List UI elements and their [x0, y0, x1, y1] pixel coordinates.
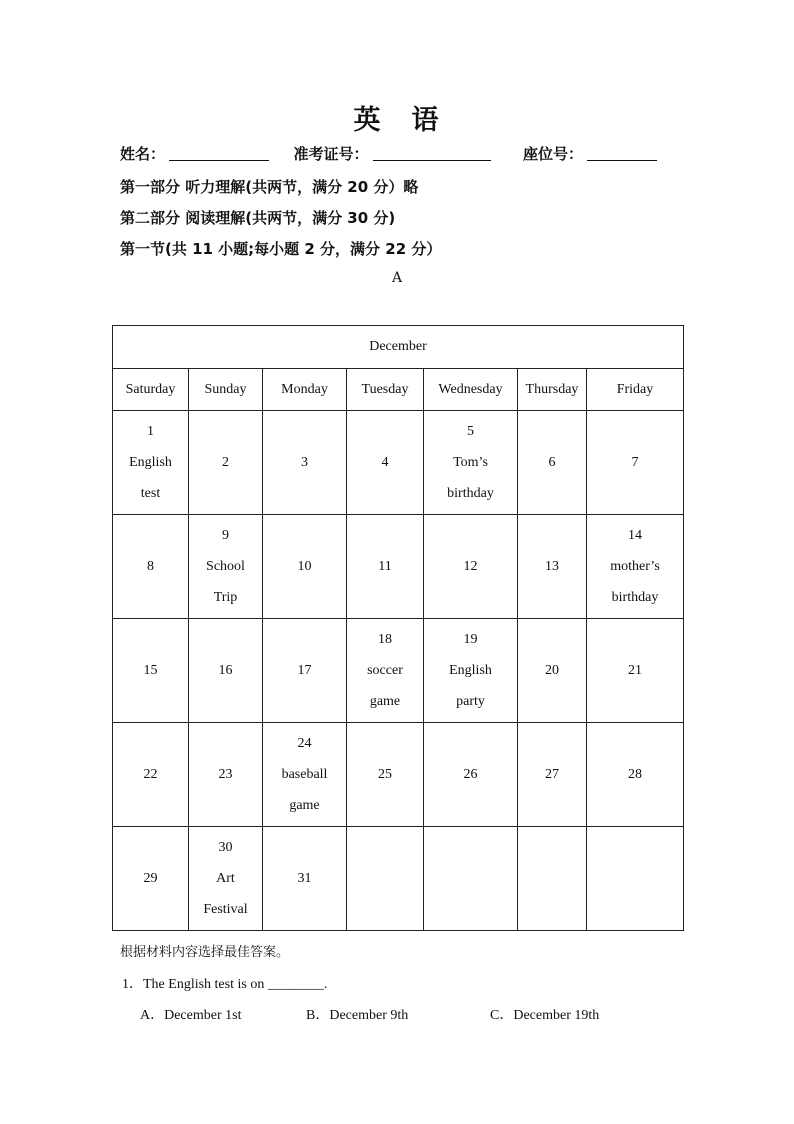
calendar-week-row	[113, 411, 684, 515]
calendar-day-cell	[518, 411, 587, 515]
calendar-event-text: Tom’s	[453, 455, 488, 470]
calendar-day-cell	[587, 619, 684, 723]
calendar-day-cell	[587, 827, 684, 931]
calendar-date: 8	[147, 559, 154, 574]
calendar-day-cell	[189, 827, 263, 931]
calendar-date: 1	[147, 424, 154, 439]
calendar-date: 11	[378, 559, 392, 574]
seat-field[interactable]	[587, 146, 657, 161]
seat-label: 座位号：	[522, 145, 583, 163]
calendar-date: 22	[143, 767, 158, 782]
calendar-day-cell	[347, 411, 424, 515]
name-label: 姓名：	[120, 145, 166, 163]
day-header: Friday	[587, 369, 684, 411]
day-header: Sunday	[189, 369, 263, 411]
calendar-week-row	[113, 619, 684, 723]
calendar-day-cell	[189, 411, 263, 515]
calendar-event-text: English	[449, 663, 492, 678]
calendar-event-text: School	[206, 559, 245, 574]
calendar-day-cell	[587, 723, 684, 827]
calendar-date: 23	[218, 767, 233, 782]
calendar-date: 27	[545, 767, 559, 782]
calendar-date: 5	[467, 424, 474, 439]
calendar-day-cell	[518, 723, 587, 827]
calendar-date: 28	[628, 767, 642, 782]
calendar-event-text: Art	[216, 871, 235, 886]
calendar-event-text: game	[289, 798, 320, 813]
calendar-date: 4	[381, 455, 389, 470]
day-header: Saturday	[113, 369, 189, 411]
calendar-date: 30	[218, 840, 233, 855]
calendar-date: 31	[297, 871, 312, 886]
page-title: 英 语	[353, 105, 441, 136]
calendar-event-text: birthday	[611, 590, 659, 605]
calendar-day-cell	[424, 411, 518, 515]
calendar-day-cell	[347, 723, 424, 827]
part2-heading: 第二部分 阅读理解(共两节，满分 30 分)	[120, 209, 396, 227]
calendar-day-cell	[518, 619, 587, 723]
option-a[interactable]: A．December 1st	[140, 1008, 242, 1023]
day-header: Tuesday	[347, 369, 424, 411]
calendar-date: 17	[297, 663, 312, 678]
name-field[interactable]	[169, 146, 269, 161]
calendar-week-row	[113, 515, 684, 619]
option-b[interactable]: B．December 9th	[306, 1008, 409, 1023]
calendar-event-text: game	[369, 694, 401, 709]
exam-id-field[interactable]	[373, 146, 491, 161]
calendar-date: 20	[545, 663, 559, 678]
calendar-date: 13	[545, 559, 559, 574]
calendar-day-cell	[263, 515, 347, 619]
calendar-day-cell	[424, 723, 518, 827]
calendar-date: 25	[378, 767, 392, 782]
calendar-day-cell	[424, 515, 518, 619]
calendar-day-cell	[113, 411, 189, 515]
calendar-date: 2	[222, 455, 229, 470]
instruction-text: 根据材料内容选择最佳答案。	[120, 945, 290, 960]
calendar-event-text: soccer	[367, 663, 403, 678]
day-header: Monday	[263, 369, 347, 411]
calendar-event-text: Festival	[203, 902, 248, 917]
calendar-day-cell	[263, 827, 347, 931]
calendar-date: 6	[548, 455, 556, 470]
calendar-date: 26	[463, 767, 478, 782]
calendar-date: 14	[628, 528, 642, 543]
calendar-day-cell	[189, 619, 263, 723]
calendar-day-cell	[263, 619, 347, 723]
calendar-event-text: test	[140, 486, 161, 501]
calendar-week-row	[113, 827, 684, 931]
calendar-table	[112, 325, 684, 931]
calendar-day-cell	[347, 515, 424, 619]
calendar-date: 16	[218, 663, 233, 678]
calendar-day-cell	[518, 827, 587, 931]
day-header: Thursday	[518, 369, 587, 411]
calendar-date: 24	[297, 736, 312, 751]
option-c[interactable]: C．December 19th	[490, 1008, 600, 1023]
calendar-event-text: mother’s	[610, 559, 660, 574]
calendar-date: 9	[222, 528, 229, 543]
calendar-date: 21	[628, 663, 642, 678]
calendar-day-cell	[189, 515, 263, 619]
calendar-day-cell	[263, 411, 347, 515]
calendar-event-text: Trip	[213, 590, 238, 605]
calendar-day-cell	[587, 411, 684, 515]
calendar-date: 15	[143, 663, 158, 678]
calendar-date: 3	[301, 455, 308, 470]
passage-label: A	[391, 270, 403, 286]
calendar-date: 10	[297, 559, 312, 574]
calendar-day-cell	[424, 619, 518, 723]
calendar-day-cell	[587, 515, 684, 619]
calendar-day-cell	[518, 515, 587, 619]
calendar-event-text: English	[129, 455, 172, 470]
calendar-day-cell	[424, 827, 518, 931]
day-header: Wednesday	[424, 369, 518, 411]
exam-id-label: 准考证号：	[293, 145, 369, 163]
calendar-date: 7	[631, 455, 639, 470]
calendar-date: 29	[143, 871, 158, 886]
calendar-day-cell	[113, 619, 189, 723]
calendar-month: December	[113, 326, 684, 369]
calendar-day-cell	[347, 827, 424, 931]
calendar-day-cell	[189, 723, 263, 827]
calendar-day-cell	[113, 723, 189, 827]
question-1: 1．The English test is on ________.	[122, 977, 328, 992]
calendar-day-cell	[263, 723, 347, 827]
section1-heading: 第一节(共 11 小题;每小题 2 分，满分 22 分）	[120, 240, 442, 258]
part1-heading: 第一部分 听力理解(共两节，满分 20 分）略	[120, 178, 419, 196]
calendar-date: 19	[463, 632, 478, 647]
calendar-event-text: party	[456, 694, 485, 709]
calendar-day-cell	[113, 515, 189, 619]
calendar-date: 12	[463, 559, 478, 574]
calendar-event-text: birthday	[447, 486, 494, 501]
calendar-event-text: baseball	[281, 767, 328, 782]
calendar-date: 18	[378, 632, 392, 647]
student-info-line	[120, 143, 657, 164]
calendar-day-cell	[347, 619, 424, 723]
calendar-day-cell	[113, 827, 189, 931]
calendar-week-row	[113, 723, 684, 827]
